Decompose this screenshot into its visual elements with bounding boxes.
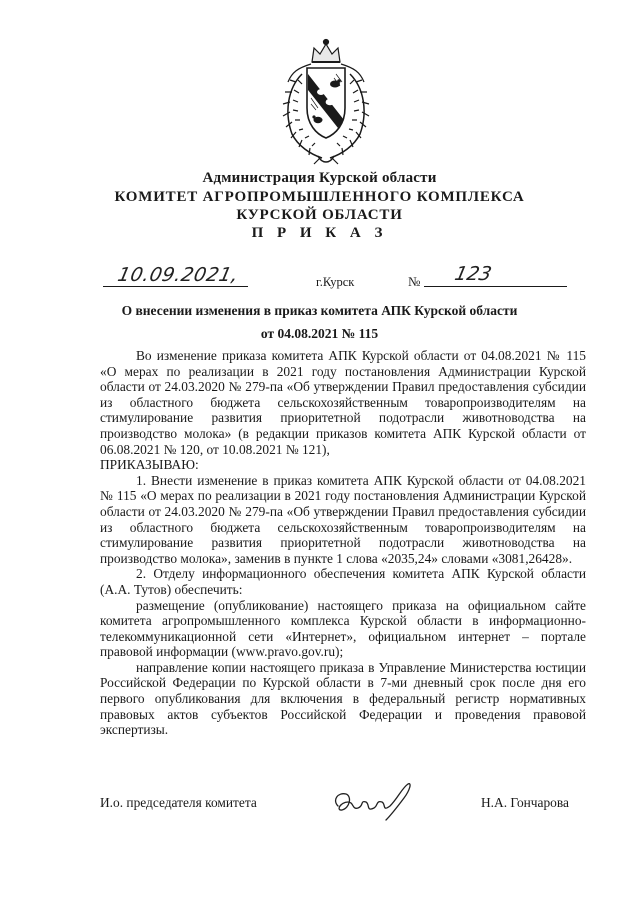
item-2-publication-paragraph: размещение (опубликование) настоящего приказа на официальном сайте комитета агропромышленного комплекса Курской области в информационно-телекоммуникационной сети «Интернет», официальном интернет – портале правовой информации (www.pravo.gov.ru); [100,597,586,660]
administration-name: Администрация Курской области [202,170,437,186]
number-underline [424,286,567,287]
document-type: П Р И К А З [251,225,388,241]
order-title-line1: О внесении изменения в приказ комитета АПК Курской области [121,303,518,318]
item-1-paragraph: 1. Внести изменение в приказ комитета АПК Курской области от 04.08.2021 № 115 «О мерах по реализации в 2021 году постановления Администрации Курской области от 24.03.2020 № 279-па «Об утверждении Правил предоставления субсидии из областного бюджета сельскохозяйственным товаропроизводителям на стимулирование развития приоритетной подотрасли животноводства на производство молока», заменив в пункте 1 слова «2035,24» словами «3081,26428». [100,472,586,566]
order-title-line2: от 04.08.2021 № 115 [260,326,379,341]
handwritten-signature [330,780,416,824]
order-body [100,348,586,738]
coat-of-arms-emblem [278,38,374,166]
order-word: ПРИКАЗЫВАЮ: [100,457,199,473]
signatory-name: Н.А. Гончарова [481,795,569,810]
item-2-ministry-paragraph: направление копии настоящего приказа в Управление Министерства юстиции Российской Федерации по Курской области в 7-ми дневный срок после дня его первого опубликования для включения в федеральный регистр нормативных правовых актов субъектов Российской Федерации и проведения правовой экспертизы. [100,659,586,738]
handwritten-number: 123 [452,263,494,285]
region-name: КУРСКОЙ ОБЛАСТИ [236,207,403,223]
preamble-paragraph: Во изменение приказа комитета АПК Курской области от 04.08.2021 № 115 «О мерах по реализации в 2021 году постановления Администрации Курской области от 24.03.2020 № 279-па «Об утверждении Правил предоставления субсидии из областного бюджета сельскохозяйственным товаропроизводителям на стимулирование развития приоритетной подотрасли животноводства на производство молока» (в редакции приказов комитета АПК Курской области от 06.08.2021 № 120, от 10.08.2021 № 121), [100,348,586,457]
date-underline [103,286,248,287]
item-2-paragraph: 2. Отделу информационного обеспечения комитета АПК Курской области (А.А. Тутов) обеспечить: [100,566,586,597]
committee-name: КОМИТЕТ АГРОПРОМЫШЛЕННОГО КОМПЛЕКСА [114,189,525,205]
city-label: г.Курск [316,275,355,289]
number-sign: № [408,274,421,289]
signatory-role: И.о. председателя комитета [100,795,257,810]
handwritten-date: 10.09.2021, [115,264,241,286]
